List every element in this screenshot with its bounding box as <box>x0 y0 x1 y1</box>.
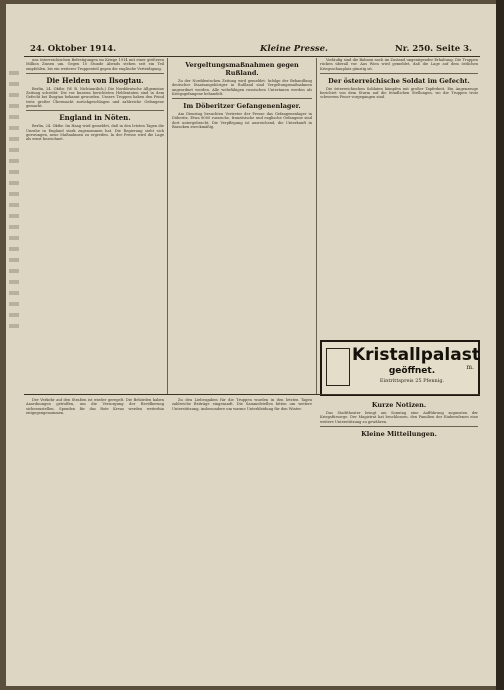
issue-date: 24. Oktober 1914. <box>30 44 117 54</box>
column-rule <box>316 58 317 394</box>
article-text: Zu den Liebesgaben für die Truppen wurden in den letzten Tagen zahlreiche Beiträge eingesandt. Die Sammelstellen bitten um weitere Unterstützung, insbesondere um warme Unterkleidung für den Winter. <box>172 398 312 411</box>
article-text: Der Verkehr auf den Straßen ist wieder geregelt. Die Behörden haben Anordnungen getroffen, um die Versorgung der Bevölkerung sicherzustellen. Spenden für das Rote Kreuz werden weiterhin entgegengenommen. <box>26 398 164 415</box>
kristallpalast-advertisement <box>320 340 480 396</box>
section-divider <box>24 394 480 395</box>
newspaper-title: Kleine Presse. <box>260 44 329 54</box>
column-2 <box>172 58 312 452</box>
article-text: Das Stadttheater bringt am Sonntag eine Aufführung zugunsten der Kriegsfürsorge. Der Magistrat hat beschlossen, den Familien der Einberufenen eine weitere Unterstützung zu gewähren. <box>320 411 478 424</box>
column-1 <box>26 58 164 452</box>
lower-column-3 <box>320 398 478 666</box>
lower-column-2 <box>172 398 312 666</box>
heading-helden: Die Helden von Ilsogtau. <box>46 75 144 85</box>
ad-corner-mark: m. <box>466 364 474 371</box>
column-rule <box>167 58 168 394</box>
bleed-through-margin <box>6 64 24 664</box>
article-text: Die österreichischen Soldaten kämpfen mit großer Tapferkeit. Ein Augenzeuge berichtet von dem Sturm auf die feindlichen Stellungen, wo die Truppen trotz schwerem Feuer vorgegangen sind. <box>320 86 478 100</box>
ad-title: Kristallpalast <box>352 345 480 365</box>
article-text: Berlin, 24. Oktbr. (W. B. Nichtamtlich.) Die Norddeutsche Allgemeine Zeitung schreibt: Die vor kurzem berichteten Heldentaten sind in dem Gefecht bei Ilsogtau bekannt geworden. Unsere Truppen haben den Feind trotz großer Übermacht zurückgeschlagen und zahlreiche Gefangene gemacht. <box>26 86 164 109</box>
heading-vergeltung: Vergeltungsmaßnahmen gegen Rußland. <box>185 61 299 77</box>
article-text: Zu der Norddeutschen Zeitung wird gemeldet: Infolge der Behandlung deutscher Staatsangehöriger in Rußland sind Vergeltungsmaßnahmen angeordnet worden. Alle wehrfähigen russischen Untertanen werden als Kriegsgefangene behandelt. <box>172 79 312 96</box>
heading-kleine: Kleine Mitteilungen. <box>361 429 437 438</box>
masthead <box>24 44 480 57</box>
column-3 <box>320 58 478 338</box>
ad-subtitle: geöffnet. <box>388 366 436 376</box>
article-text: uns österreichischen Befestigungen im Kriege 1914 mit einer größeren Million Zinsen um. Gegen 10 Stunde Abends stehen seit ein Teil empfohlen, bis ein weiterer Truppenteil gegen die englische Verteidigung. <box>26 58 164 71</box>
page-edge-shadow <box>496 0 504 690</box>
lower-column-1 <box>26 398 164 666</box>
issue-number: Nr. 250. Seite 3. <box>395 44 472 54</box>
article-text: Berlin, 24. Oktbr. Im Haag wird gemeldet, daß in den letzten Tagen die Unruhe in England stark zugenommen hat. Die Regierung sieht sich gezwungen, neue Maßnahmen zu ergreifen. In der Presse wird die Lage als ernst bezeichnet. <box>26 124 164 142</box>
heading-england: England in Nöten. <box>59 113 131 123</box>
ad-emblem-icon <box>326 348 350 386</box>
heading-gefangenenlager: Im Döberitzer Gefangenenlager. <box>183 102 301 111</box>
ad-address: Eintrittspreis 25 Pfennig. <box>379 378 445 384</box>
article-text: Am Dienstag besuchten Vertreter der Presse das Gefangenenlager in Döberitz. Etwa 8000 russische, französische und englische Gefangene sind dort untergebracht. Die Verpflegung ist ausreichend, die Unterkunft in Baracken zweckmäßig. <box>172 112 312 130</box>
heading-soldat: Der österreichische Soldat im Gefecht. <box>328 76 470 85</box>
heading-kurze: Kurze Notizen. <box>371 401 427 409</box>
article-text: Vorläufig sind die Bahnen noch im Zustand ungenügender Erhaltung. Die Truppen rücken überall vor. Aus Wien wird gemeldet, daß die Lage auf dem östlichen Kriegsschauplatz günstig ist. <box>320 58 478 71</box>
